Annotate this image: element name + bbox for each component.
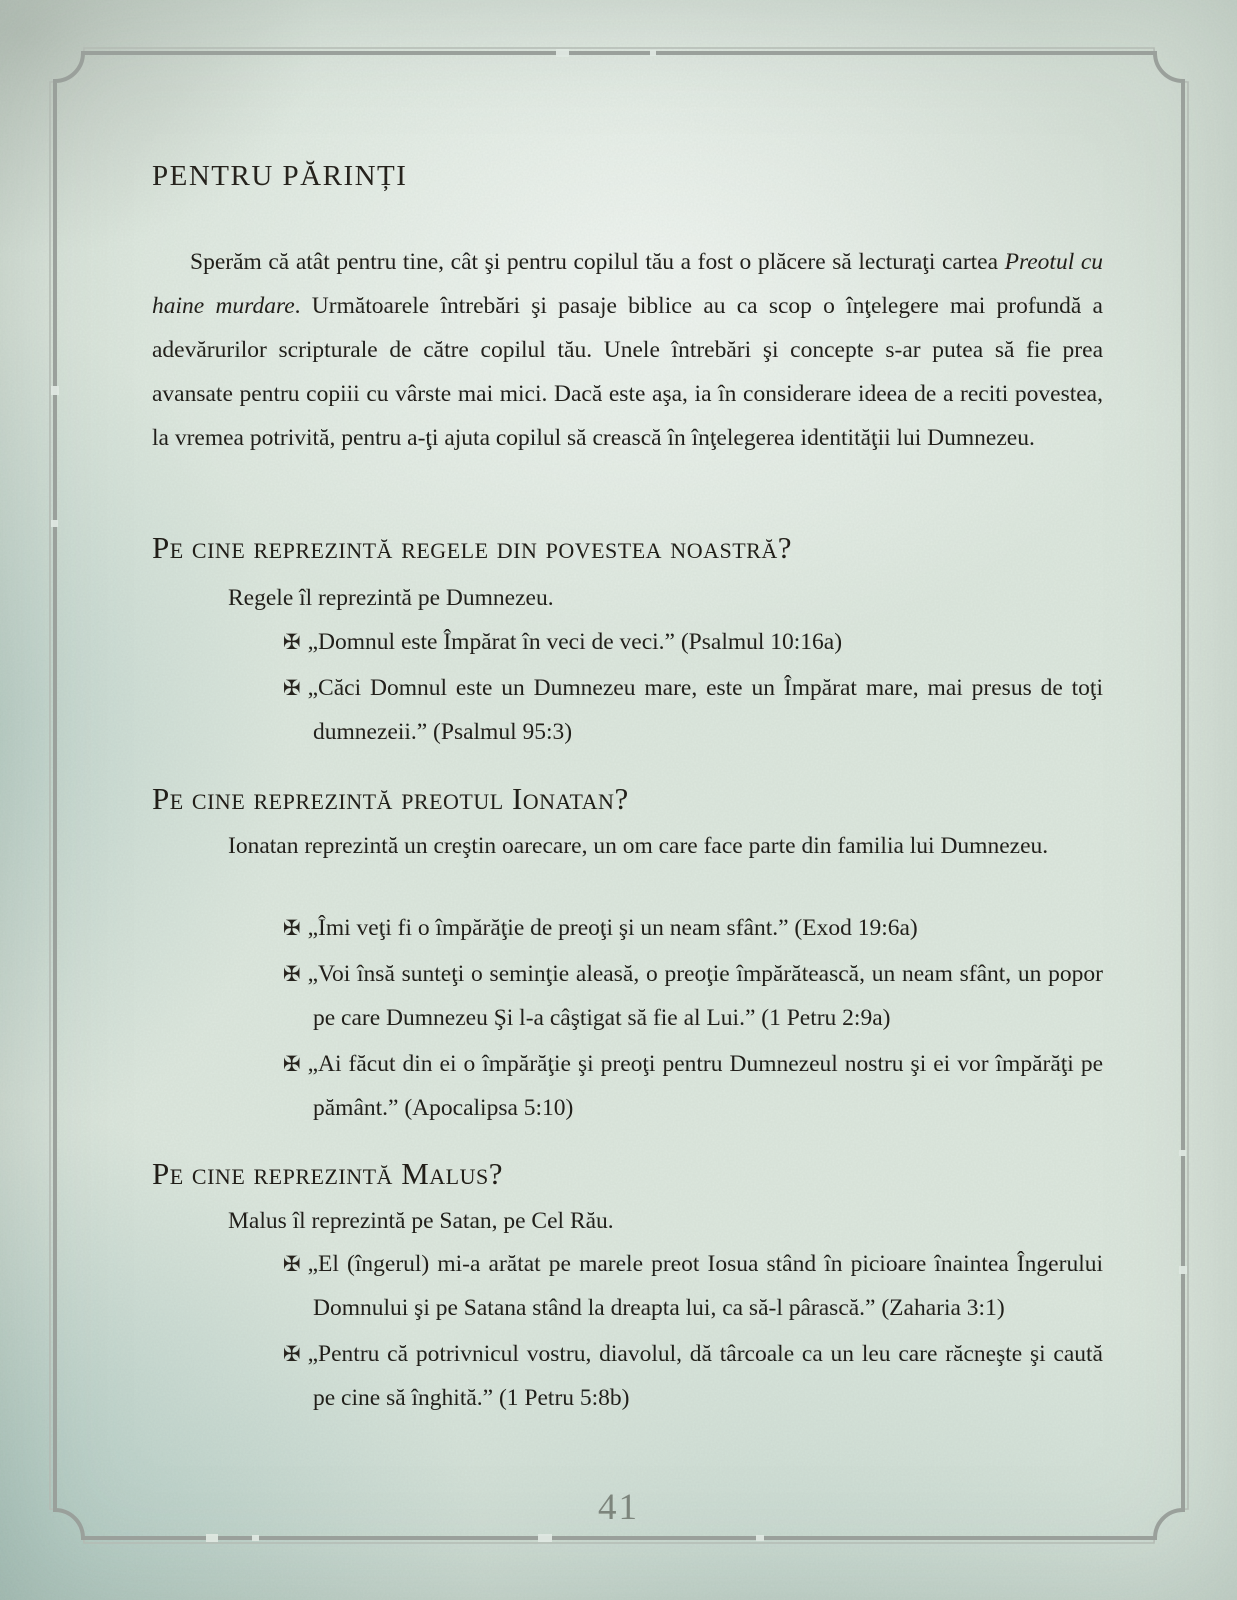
verse-item (283, 1242, 1103, 1330)
verse-item (283, 620, 1103, 664)
verse-list-malus (283, 1242, 1103, 1422)
verse-item (283, 906, 1103, 950)
cross-icon: ✠ (283, 962, 301, 986)
section-answer-priest: Ionatan reprezintă un creştin oarecare, un om care face parte din familia lui Dumnezeu. (228, 833, 1049, 859)
verse-text: „Îmi veţi fi o împărăţie de preoţi şi un neam sfânt.” (Exod 19:6a) (307, 915, 918, 941)
page-number: 41 (598, 1487, 639, 1528)
cross-icon: ✠ (283, 1252, 301, 1276)
page-title: PENTRU PĂRINȚI (152, 160, 408, 192)
verse-item (283, 1042, 1103, 1130)
verse-list-priest (283, 906, 1103, 1132)
section-answer-malus: Malus îl reprezintă pe Satan, pe Cel Rău. (228, 1208, 614, 1234)
verse-item (283, 1332, 1103, 1420)
intro-paragraph (152, 240, 1103, 460)
cross-icon: ✠ (283, 676, 301, 700)
intro-text-after: . Următoarele întrebări şi pasaje biblice au ca scop o înţelegere mai profundă a adevărurilor scripturale de către copilul tău. Unele întrebări şi concepte s-ar putea să fie prea avansate pentru copiii cu vârste mai mici. Dacă este aşa, ia în considerare ideea de a reciti povestea, la vremea potrivită, pentru a-ţi ajuta copilul să crească în înţelegerea identităţii lui Dumnezeu. (152, 293, 1103, 451)
verse-item (283, 952, 1103, 1040)
verse-list-king (283, 620, 1103, 756)
verse-item (283, 666, 1103, 754)
section-heading-malus: Pe cine reprezintă Malus? (152, 1156, 503, 1191)
intro-text-before: Sperăm că atât pentru tine, cât şi pentru copilul tău a fost o plăcere să lecturaţi cartea (190, 249, 1005, 275)
verse-text: „El (îngerul) mi-a arătat pe marele preot Iosua stând în picioare înaintea Îngerului Domnului şi pe Satana stând la dreapta lui, ca să-l pârască.” (Zaharia 3:1) (307, 1251, 1103, 1321)
verse-text: „Ai făcut din ei o împărăţie şi preoţi pentru Dumnezeul nostru şi ei vor împărăţi pe pământ.” (Apocalipsa 5:10) (307, 1051, 1103, 1121)
cross-icon: ✠ (283, 630, 301, 654)
verse-text: „Voi însă sunteţi o seminţie aleasă, o preoţie împărătească, un neam sfânt, un popor pe care Dumnezeu Şi l-a câştigat să fie al Lui.” (1 Petru 2:9a) (307, 961, 1103, 1031)
cross-icon: ✠ (283, 1342, 301, 1366)
verse-text: „Pentru că potrivnicul vostru, diavolul, dă târcoale ca un leu care răcneşte şi caută pe cine să înghită.” (1 Petru 5:8b) (307, 1341, 1103, 1411)
cross-icon: ✠ (283, 916, 301, 940)
section-heading-priest: Pe cine reprezintă preotul Ionatan? (152, 781, 629, 816)
book-title-italic: Preotul cu haine murdare (152, 249, 1104, 319)
section-answer-king: Regele îl reprezintă pe Dumnezeu. (228, 585, 554, 611)
cross-icon: ✠ (283, 1052, 301, 1076)
verse-text: „Domnul este Împărat în veci de veci.” (Psalmul 10:16a) (307, 629, 843, 655)
section-heading-king: Pe cine reprezintă regele din povestea noastră? (152, 530, 792, 565)
verse-text: „Căci Domnul este un Dumnezeu mare, este un Împărat mare, mai presus de toţi dumnezeii.” (Psalmul 95:3) (307, 675, 1103, 745)
